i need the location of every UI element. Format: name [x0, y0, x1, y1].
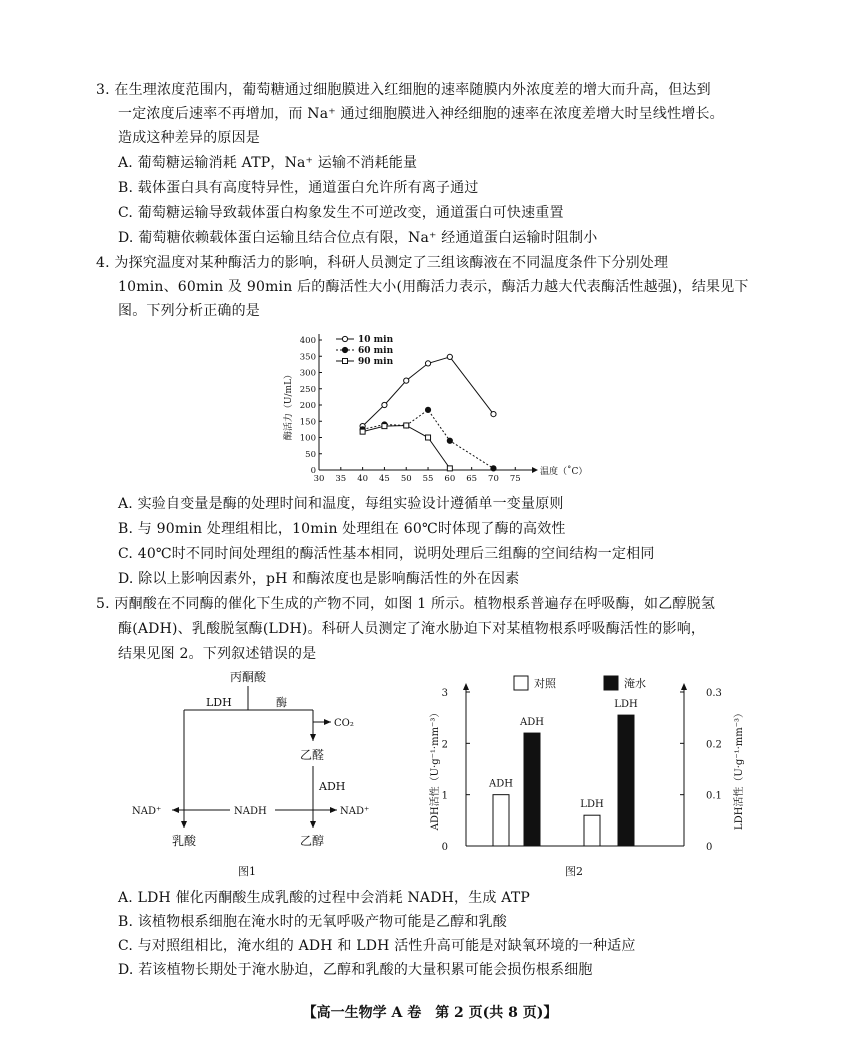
- data-point-2: [382, 424, 387, 429]
- q5-stem-line-1: 5. 丙酮酸在不同酶的催化下生成的产物不同，如图 1 所示。植物根系普遍存在呼吸酶，如乙醇脱氢: [96, 596, 716, 612]
- y-axis-title: 酶活力（U/mL）: [284, 369, 294, 441]
- acetaldehyde-label: 乙醛: [300, 748, 325, 762]
- series-line-2: [363, 425, 450, 468]
- enzyme-activity-chart: [0, 0, 860, 500]
- left-tick-label: 1: [441, 790, 448, 802]
- data-point-0: [447, 354, 452, 359]
- legend-marker-1: [342, 347, 347, 352]
- enzyme-bar-chart: [410, 664, 760, 879]
- y-tick-label: 400: [299, 336, 316, 346]
- x-tick-label: 30: [313, 474, 325, 484]
- bar-ldh-3: [618, 715, 634, 846]
- bar-ldh-2: [584, 815, 600, 846]
- bar-adh-0: [493, 795, 509, 846]
- q3-option-c: C. 葡萄糖运输导致载体蛋白构象发生不可逆改变，通道蛋白可快速重置: [118, 205, 564, 221]
- data-point-2: [426, 435, 431, 440]
- y-tick-label: 0: [310, 466, 316, 476]
- q4-stem-line-1: 4. 为探究温度对某种酶活力的影响，科研人员测定了三组该酶液在不同温度条件下分别处理: [96, 255, 669, 271]
- legend-label-1: 60 min: [358, 346, 394, 356]
- adh-label: ADH: [319, 780, 346, 793]
- x-tick-label: 45: [379, 474, 390, 484]
- data-point-0: [404, 378, 409, 383]
- figure-1-caption: 图1: [238, 865, 256, 878]
- left-tick-label: 2: [441, 739, 448, 751]
- q3-stem-line-1: 3. 在生理浓度范围内，葡萄糖通过细胞膜进入红细胞的速率随膜内外浓度差的增大而升高，但达到: [96, 82, 711, 98]
- q5-option-c: C. 与对照组相比，淹水组的 ADH 和 LDH 活性升高可能是对缺氧环境的一种适应: [118, 938, 636, 954]
- x-tick-label: 50: [400, 474, 412, 484]
- x-tick-label: 40: [357, 474, 369, 484]
- legend-swatch-flood: [604, 676, 618, 690]
- q5-option-a: A. LDH 催化丙酮酸生成乳酸的过程中会消耗 NADH，生成 ATP: [118, 890, 530, 906]
- right-axis-arrow: [681, 683, 687, 690]
- co2-label: CO₂: [334, 718, 354, 729]
- data-point-1: [491, 466, 496, 471]
- ethanol-label: 乙醇: [300, 834, 325, 848]
- data-point-0: [491, 412, 496, 417]
- q3-option-a: A. 葡萄糖运输消耗 ATP，Na⁺ 运输不消耗能量: [118, 155, 418, 171]
- q4-stem-line-2: 10min、60min 及 90min 后的酶活性大小(用酶活力表示，酶活力越大代表酶活性越强)，结果见下: [118, 279, 749, 295]
- q4-stem-line-3: 图。下列分析正确的是: [118, 303, 260, 319]
- y-tick-label: 50: [305, 449, 316, 460]
- nad-left-label: NAD⁺: [132, 806, 162, 817]
- data-point-2: [404, 423, 409, 428]
- enzyme-label: 酶: [276, 696, 287, 709]
- left-tick-label: 0: [441, 842, 448, 853]
- bar-adh-1: [524, 733, 540, 846]
- right-tick-label: 0.1: [706, 790, 722, 802]
- lactic-acid-label: 乳酸: [172, 834, 197, 848]
- x-tick-label: 55: [422, 474, 434, 484]
- y-tick-label: 200: [299, 401, 316, 411]
- left-axis-title: ADH活性（U·g⁻¹·mm⁻³）: [430, 707, 441, 831]
- right-tick-label: 0: [706, 842, 713, 853]
- figure-2-caption: 图2: [565, 865, 583, 878]
- q5-stem-line-3: 结果见图 2。下列叙述错误的是: [118, 646, 317, 662]
- data-point-2: [360, 429, 365, 434]
- legend-label-0: 10 min: [358, 335, 394, 345]
- q4-option-a: A. 实验自变量是酶的处理时间和温度，每组实验设计遵循单一变量原则: [118, 496, 564, 512]
- q5-option-d: D. 若该植物长期处于淹水胁迫，乙醇和乳酸的大量积累可能会损伤根系细胞: [118, 962, 593, 978]
- bar-label-0: ADH: [489, 778, 513, 790]
- left-tick-label: 3: [441, 688, 448, 699]
- series-line-0: [363, 357, 494, 426]
- data-point-2: [447, 466, 452, 471]
- right-axis-title: LDH活性（U·g⁻¹·mm⁻³）: [734, 707, 745, 831]
- data-point-0: [425, 361, 430, 366]
- q4-option-b: B. 与 90min 处理组相比，10min 处理组在 60℃时体现了酶的高效性: [118, 521, 566, 537]
- q4-option-c: C. 40℃时不同时间处理组的酶活性基本相同，说明处理后三组酶的空间结构一定相同: [118, 546, 655, 562]
- y-tick-label: 350: [299, 352, 316, 363]
- left-axis-arrow: [463, 683, 469, 690]
- pyruvate-label: 丙酮酸: [230, 670, 267, 684]
- legend-label-2: 90 min: [358, 357, 394, 367]
- x-tick-label: 60: [444, 474, 456, 484]
- nadh-label: NADH: [234, 806, 267, 817]
- q3-stem-line-3: 造成这种差异的原因是: [118, 130, 260, 146]
- y-tick-label: 100: [299, 433, 316, 444]
- bar-label-2: LDH: [580, 799, 604, 811]
- legend-label-control: 对照: [534, 677, 556, 690]
- x-tick-label: 65: [466, 474, 478, 484]
- q3-option-d: D. 葡萄糖依赖载体蛋白运输且结合位点有限，Na⁺ 经通道蛋白运输时阻制小: [118, 230, 598, 246]
- bar-label-1: ADH: [520, 717, 544, 729]
- q5-stem-line-2: 酶(ADH)、乳酸脱氢酶(LDH)。科研人员测定了淹水胁迫下对某植物根系呼吸酶活性的影响，: [118, 621, 706, 637]
- y-tick-label: 250: [299, 384, 316, 395]
- x-tick-label: 70: [488, 474, 499, 484]
- y-tick-label: 150: [299, 417, 316, 428]
- q4-option-d: D. 除以上影响因素外，pH 和酶浓度也是影响酶活性的外在因素: [118, 571, 520, 587]
- bar-label-3: LDH: [614, 699, 638, 711]
- x-tick-label: 75: [509, 474, 521, 484]
- legend-marker-2: [343, 359, 348, 364]
- page-footer: 【高一生物学 A 卷 第 2 页(共 8 页)】: [302, 1005, 558, 1021]
- legend-marker-0: [342, 336, 347, 341]
- right-tick-label: 0.3: [706, 688, 722, 699]
- data-point-1: [425, 407, 430, 412]
- nad-right-label: NAD⁺: [340, 806, 370, 817]
- q5-option-b: B. 该植物根系细胞在淹水时的无氧呼吸产物可能是乙醇和乳酸: [118, 914, 507, 930]
- right-tick-label: 0.2: [706, 739, 722, 751]
- pyruvate-pathway-diagram: [120, 664, 380, 879]
- legend-swatch-control: [514, 676, 528, 690]
- q3-stem-line-2: 一定浓度后速率不再增加，而 Na⁺ 通过细胞膜进入神经细胞的速率在浓度差增大时呈线性增长。: [118, 106, 724, 122]
- q3-option-b: B. 载体蛋白具有高度特异性，通道蛋白允许所有离子通过: [118, 180, 479, 196]
- x-axis-title: 温度（˚C）: [540, 467, 588, 477]
- data-point-0: [382, 402, 387, 407]
- x-tick-label: 35: [335, 474, 347, 484]
- x-axis-arrow: [532, 467, 538, 473]
- legend-label-flood: 淹水: [624, 677, 646, 690]
- ldh-label: LDH: [206, 696, 232, 709]
- y-tick-label: 300: [299, 368, 316, 379]
- data-point-1: [447, 438, 452, 443]
